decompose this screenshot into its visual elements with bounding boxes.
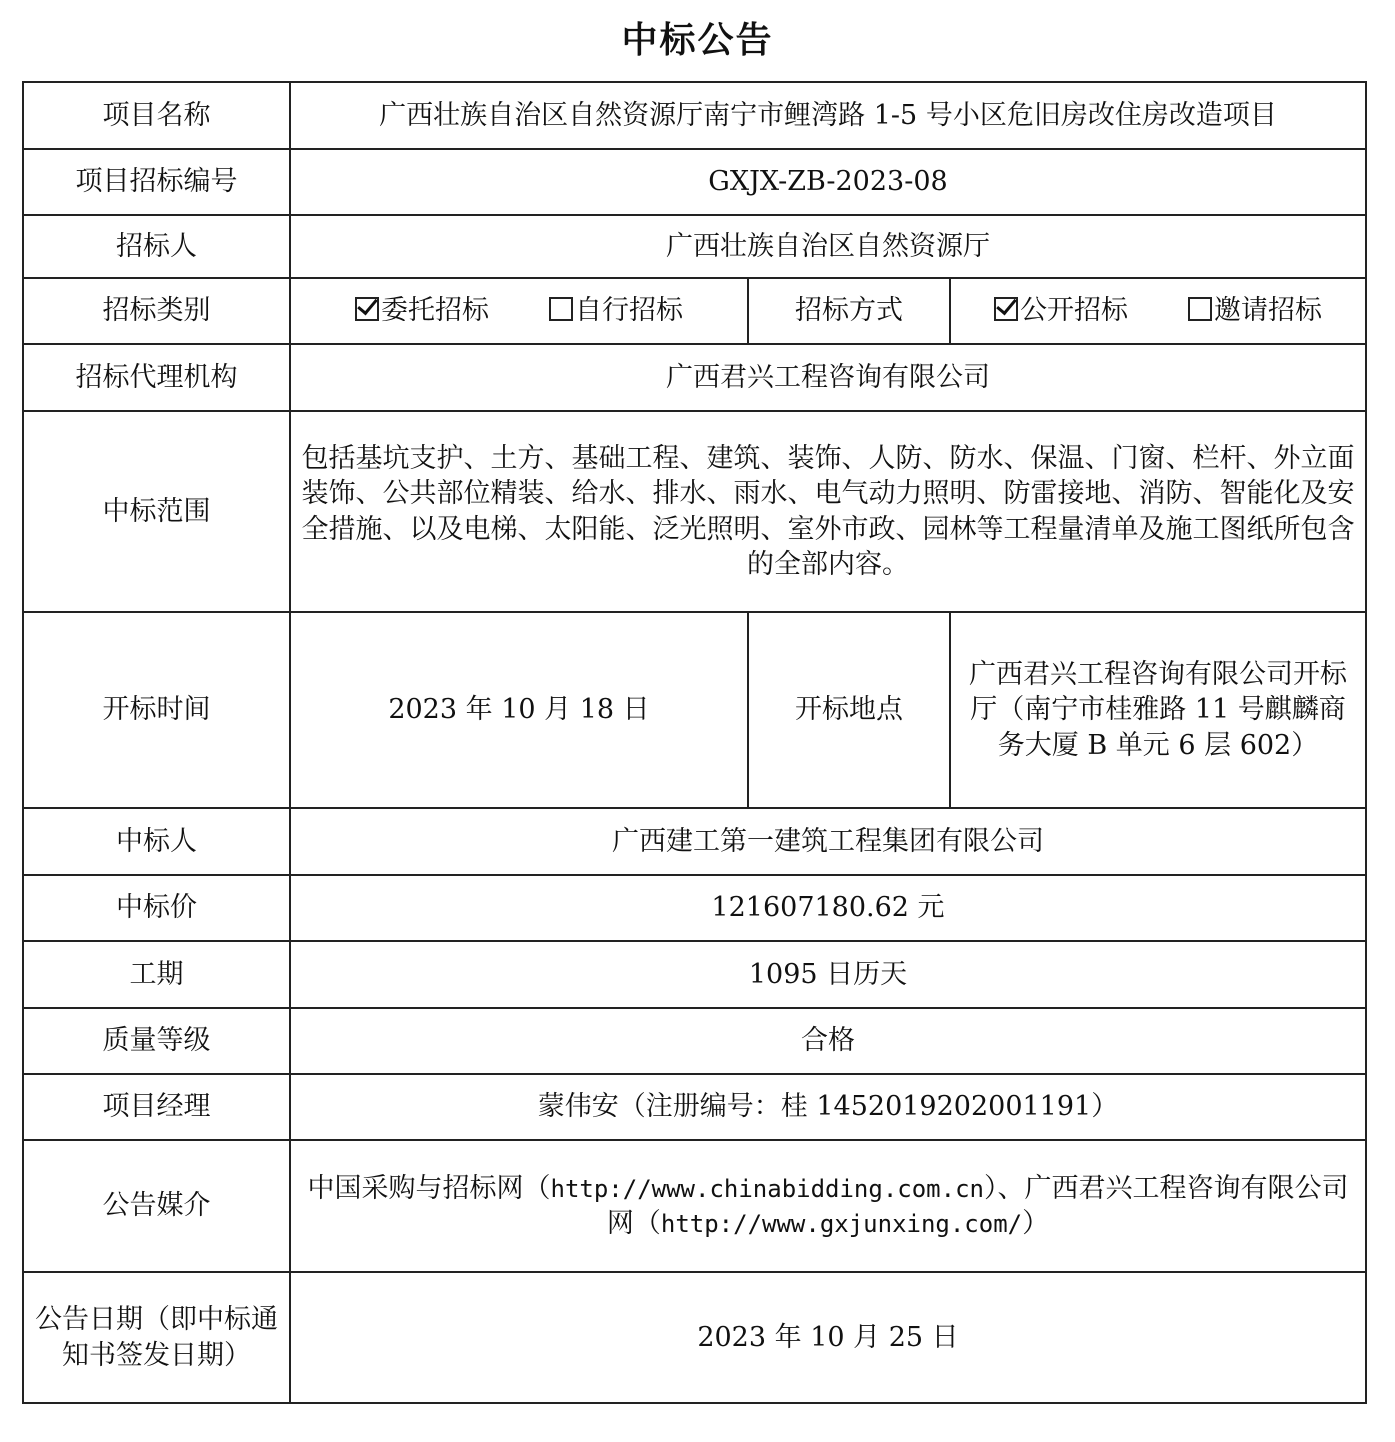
duration-label: 工期 — [23, 941, 290, 1008]
page-title: 中标公告 — [621, 20, 774, 61]
tender-no-label: 项目招标编号 — [23, 149, 290, 215]
row-opening — [23, 612, 1366, 808]
duration-value: 1095 日历天 — [290, 941, 1366, 1008]
row-scope — [23, 411, 1366, 612]
media-text-3: ） — [1022, 1208, 1050, 1239]
agency-label: 招标代理机构 — [23, 344, 290, 411]
media-link-chinabidding[interactable]: http://www.chinabidding.com.cn — [550, 1174, 984, 1203]
row-duration — [23, 941, 1366, 1008]
unchecked-box-icon — [549, 297, 573, 321]
row-price — [23, 875, 1366, 941]
tenderer-label: 招标人 — [23, 215, 290, 278]
row-category — [23, 278, 1366, 344]
price-value: 121607180.62 元 — [290, 875, 1366, 941]
row-quality — [23, 1008, 1366, 1074]
option-entrusted-label: 委托招标 — [381, 295, 489, 327]
media-value — [290, 1140, 1366, 1272]
option-open[interactable] — [994, 293, 1128, 328]
quality-value: 合格 — [290, 1008, 1366, 1074]
media-text-2: ）、广西君兴工程咨询有限公司网（ — [606, 1172, 1349, 1239]
opening-place-value: 广西君兴工程咨询有限公司开标厅（南宁市桂雅路 11 号麒麟商务大厦 B 单元 6 层 602） — [950, 612, 1366, 808]
winner-value: 广西建工第一建筑工程集团有限公司 — [290, 808, 1366, 875]
row-manager — [23, 1074, 1366, 1140]
row-tenderer — [23, 215, 1366, 278]
scope-label: 中标范围 — [23, 411, 290, 612]
project-name-label: 项目名称 — [23, 82, 290, 149]
row-winner — [23, 808, 1366, 875]
quality-label: 质量等级 — [23, 1008, 290, 1074]
option-open-label: 公开招标 — [1020, 295, 1128, 327]
method-label: 招标方式 — [748, 278, 950, 344]
price-label: 中标价 — [23, 875, 290, 941]
opening-time-label: 开标时间 — [23, 612, 290, 808]
option-self[interactable] — [549, 293, 683, 328]
option-self-label: 自行招标 — [575, 295, 683, 327]
date-label: 公告日期（即中标通知书签发日期） — [23, 1272, 290, 1403]
row-agency — [23, 344, 1366, 411]
media-text-1: 中国采购与招标网（ — [307, 1172, 551, 1204]
option-invite[interactable] — [1188, 293, 1322, 328]
date-value: 2023 年 10 月 25 日 — [290, 1272, 1366, 1403]
unchecked-box-icon — [1188, 297, 1212, 321]
media-link-gxjunxing[interactable]: http://www.gxjunxing.com/ — [660, 1210, 1023, 1238]
opening-place-label: 开标地点 — [748, 612, 950, 808]
agency-value: 广西君兴工程咨询有限公司 — [290, 344, 1366, 411]
winner-label: 中标人 — [23, 808, 290, 875]
option-invite-label: 邀请招标 — [1214, 295, 1322, 327]
method-options — [950, 278, 1366, 344]
category-label: 招标类别 — [23, 278, 290, 344]
tenderer-value: 广西壮族自治区自然资源厅 — [290, 215, 1366, 278]
checked-box-icon — [994, 297, 1018, 321]
bid-notice-table — [22, 81, 1367, 1404]
category-options — [290, 278, 748, 344]
row-project-name — [23, 82, 1366, 149]
option-entrusted[interactable] — [355, 293, 489, 328]
row-media — [23, 1140, 1366, 1272]
manager-value: 蒙伟安（注册编号：桂 1452019202001191） — [290, 1074, 1366, 1140]
scope-value: 包括基坑支护、土方、基础工程、建筑、装饰、人防、防水、保温、门窗、栏杆、外立面装饰、公共部位精装、给水、排水、雨水、电气动力照明、防雷接地、消防、智能化及安全措施、以及电梯、太阳能、泛光照明、室外市政、园林等工程量清单及施工图纸所包含的全部内容。 — [290, 411, 1366, 612]
manager-label: 项目经理 — [23, 1074, 290, 1140]
media-label: 公告媒介 — [23, 1140, 290, 1272]
project-name-value: 广西壮族自治区自然资源厅南宁市鲤湾路 1-5 号小区危旧房改住房改造项目 — [290, 82, 1366, 149]
row-date — [23, 1272, 1366, 1403]
opening-time-value: 2023 年 10 月 18 日 — [290, 612, 748, 808]
tender-no-value: GXJX-ZB-2023-08 — [290, 149, 1366, 215]
row-tender-no — [23, 149, 1366, 215]
checked-box-icon — [355, 297, 379, 321]
